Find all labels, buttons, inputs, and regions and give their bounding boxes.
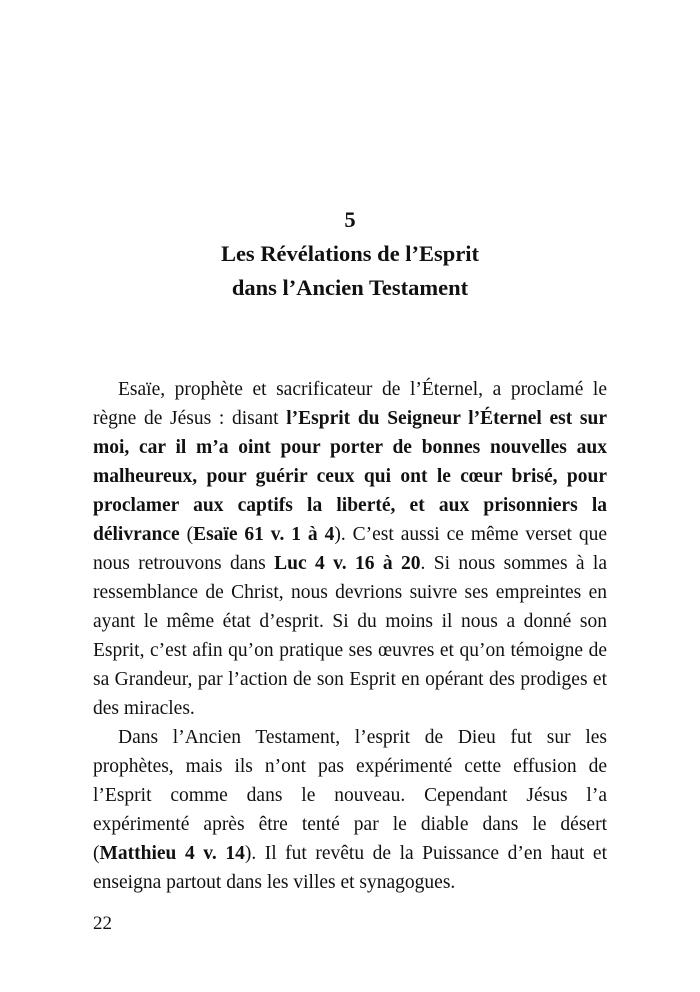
paragraph-1-text: ( bbox=[179, 524, 194, 545]
paragraph-1-text: Esaïe, prophète et sacrificateur de l’Éternel, a proclamé le règne de Jésus : disant bbox=[93, 379, 607, 429]
paragraph-1-text: ). C’est aussi ce même verset que nous retrouvons dans bbox=[93, 524, 608, 574]
scripture-reference: Matthieu 4 v. 14 bbox=[99, 843, 245, 864]
paragraph-1 bbox=[93, 375, 607, 723]
paragraph-2-text: ). Il fut revêtu de la Puissance d’en haut et enseigna partout dans les villes et synagogues. bbox=[93, 843, 607, 893]
page-number: 22 bbox=[93, 913, 112, 934]
chapter-title-line-1: Les Révélations de l’Esprit bbox=[220, 241, 480, 266]
body-text bbox=[93, 375, 607, 897]
scripture-reference: Esaïe 61 v. 1 à 4 bbox=[193, 524, 335, 545]
paragraph-2 bbox=[93, 723, 607, 897]
paragraph-1-text: . Si nous sommes à la ressemblance de Christ, nous devrions suivre ses empreintes en ayant le même état d’esprit. Si du moins il nous a donné son Esprit, c’est afin qu’on pratique ses œuvres et qu’on témoigne de sa Grandeur, par l’action de son Esprit en opérant des prodiges et des miracles. bbox=[93, 553, 608, 719]
scripture-reference: Luc 4 v. 16 à 20 bbox=[274, 553, 421, 574]
chapter-title-line-2: dans l’Ancien Testament bbox=[231, 275, 469, 300]
scripture-quote: l’Esprit du Seigneur l’Éternel est sur moi, car il m’a oint pour porter de bonnes nouvelles aux malheureux, pour guérir ceux qui ont le cœur brisé, pour proclamer aux captifs la liberté, et aux prisonniers la délivrance bbox=[93, 408, 607, 545]
chapter-heading bbox=[0, 203, 700, 305]
paragraph-2-text: Dans l’Ancien Testament, l’esprit de Dieu fut sur les prophètes, mais ils n’ont pas expérimenté cette effusion de l’Esprit comme dans le nouveau. Cependant Jésus l’a expérimenté après être tenté par le diable dans le désert ( bbox=[93, 727, 607, 864]
chapter-number: 5 bbox=[344, 207, 356, 232]
